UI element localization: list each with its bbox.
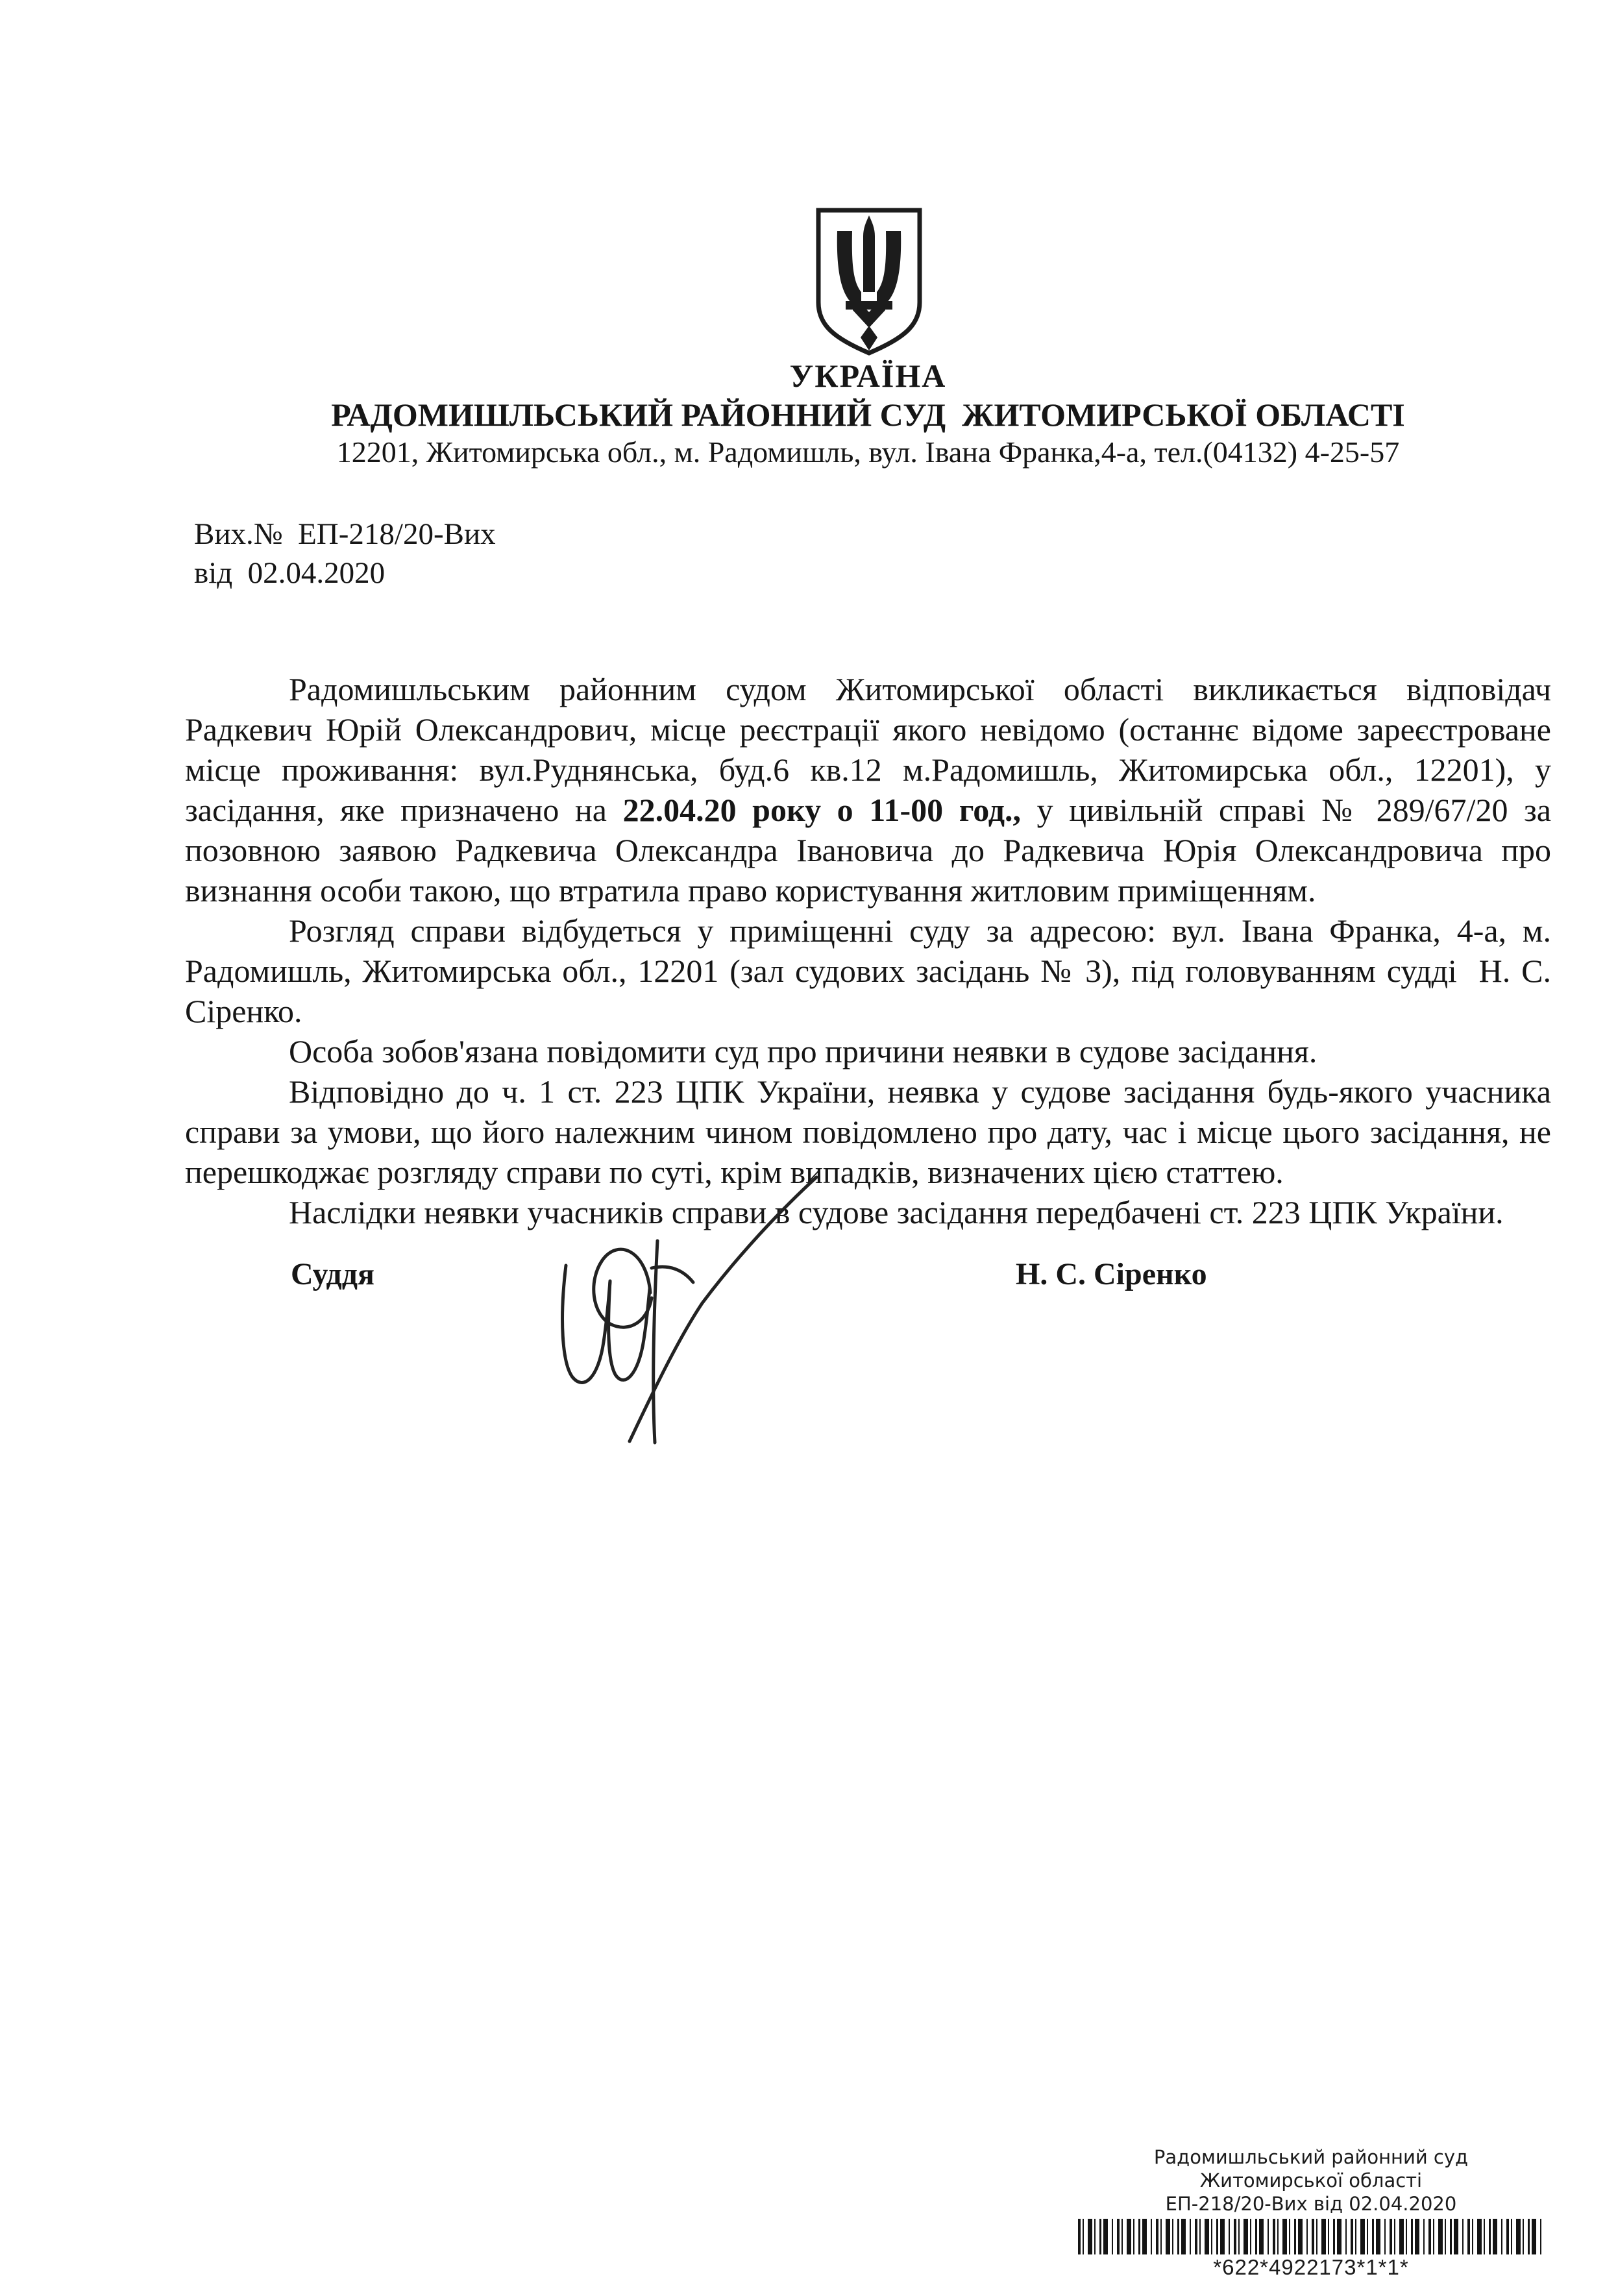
reference-block (194, 515, 778, 592)
ukraine-trident-emblem-icon (813, 206, 925, 357)
summons-text-start: Радомишльським районним судом Житомирської області викликається відповідач Радкевич Юрій Олександрович, місце реєстрації якого невідомо (останнє відоме зареєстроване місце проживання: вул.Руднянська, буд.6 кв.12 м.Радомишль, Житомирська обл., 12201), у засідання, яке призначено на (185, 671, 1551, 828)
barcode (1078, 2219, 1544, 2254)
stamp-court-name: Радомишльський районний суд (1153, 2146, 1469, 2168)
outgoing-date: від 02.04.2020 (194, 556, 386, 590)
judge-role-label: Суддя (291, 1257, 374, 1291)
court-address: 12201, Житомирська обл., м. Радомишль, вул. Івана Франка,4-а, тел.(04132) 4-25-57 (336, 435, 1400, 469)
document-body (185, 669, 1551, 1232)
barcode-text: *622*4922173*1*1* (1213, 2255, 1409, 2279)
stamp-ref-date: ЕП-218/20-Вих від 02.04.2020 (1165, 2193, 1457, 2215)
stamp-region: Житомирської області (1199, 2169, 1423, 2192)
paragraph-summons (185, 669, 1551, 910)
registration-stamp (1071, 2145, 1551, 2279)
country-title: УКРАЇНА (789, 358, 947, 394)
hearing-datetime: 22.04.20 року о 11-00 год., (622, 792, 1022, 828)
outgoing-number: Вих.№ ЕП-218/20-Вих (194, 517, 496, 551)
judge-name: Н. С. Сіренко (1016, 1257, 1207, 1291)
paragraph-duty-to-inform: Особа зобов'язана повідомити суд про причини неявки в судове засідання. (289, 1033, 1317, 1069)
paragraph-hearing-location: Розгляд справи відбудеться у приміщенні суду за адресою: вул. Івана Франка, 4-а, м. Радомишль, Житомирська обл., 12201 (зал судових засідань № 3), під головуванням судді Н. С. Сіренко. (185, 912, 1551, 1029)
summons-text-end: у цивільній справі № 289/67/20 за позовною заявою Радкевича Олександра Івановича до Радкевича Юрія Олександровича про визнання особи такою, що втратила право користування житловим приміщенням. (185, 792, 1551, 909)
paragraph-consequences: Наслідки неявки учасників справи в судове засідання передбачені ст. 223 ЦПК України. (289, 1194, 1504, 1230)
court-name: РАДОМИШЛЬСЬКИЙ РАЙОННИЙ СУД ЖИТОМИРСЬКОЇ ОБЛАСТІ (331, 397, 1405, 433)
paragraph-article-223: Відповідно до ч. 1 ст. 223 ЦПК України, неявка у судове засідання будь-якого учасника справи за умови, що його належним чином повідомлено про дату, час і місце цього засідання, не перешкоджає розгляду справи по суті, крім випадків, визначених цією статтею. (185, 1073, 1551, 1190)
